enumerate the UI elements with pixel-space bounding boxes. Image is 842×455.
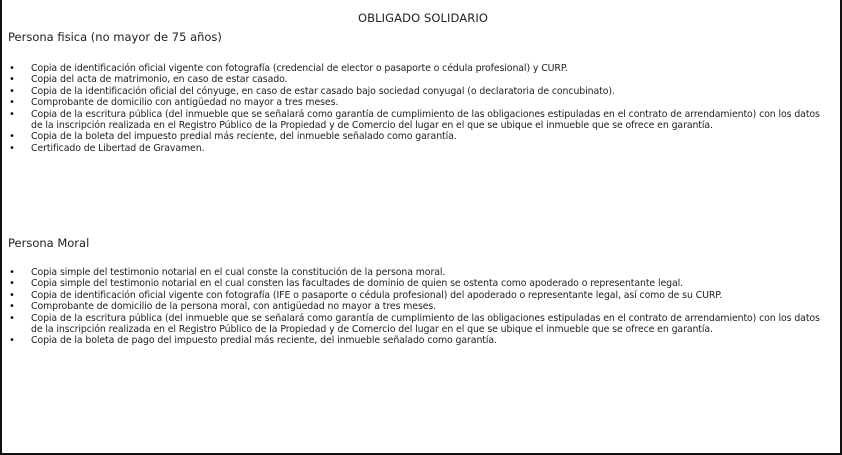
list-item: • Copia de identificación oficial vigente con fotografía (IFE o pasaporte o cédula profesional) del apoderado o representante legal, así como de su CURP. [9,290,831,301]
list-item: • Copia de la boleta de pago del impuesto predial más reciente, del inmueble señalado como garantía. [9,335,831,346]
list-item: • Copia simple del testimonio notarial en el cual conste la constitución de la persona moral. [9,267,831,278]
list-item: • Copia de la escritura pública (del inmueble que se señalará como garantía de cumplimiento de las obligaciones estipuladas en el contrato de arrendamiento) con los datos de la inscripción realizada en el Registro Público de la Propiedad y de Comercio del lugar en el que se ubique el inmueble que se ofrece en garantía. [9,109,831,132]
list-item: • Copia de identificación oficial vigente con fotografía (credencial de elector o pasaporte o cédula profesional) y CURP. [9,63,831,74]
list-item: • Copia de la boleta del impuesto predial más reciente, del inmueble señalado como garantía. [9,131,831,142]
section-heading-persona-fisica: Persona fisica (no mayor de 75 años) [8,30,222,44]
list-item: • Copia de la identificación oficial del cónyuge, en caso de estar casado bajo sociedad conyugal (o declaratoria de concubinato). [9,86,831,97]
list-item: • Copia simple del testimonio notarial en el cual consten las facultades de dominio de quien se ostenta como apoderado o representante legal. [9,278,831,289]
list-item: • Comprobante de domicilio con antigüedad no mayor a tres meses. [9,97,831,108]
document-title: OBLIGADO SOLIDARIO [358,11,488,25]
list-item: • Copia de la escritura pública (del inmueble que se señalará como garantía de cumplimiento de las obligaciones estipuladas en el contrato de arrendamiento) con los datos de la inscripción realizada en el Registro Público de la Propiedad y de Comercio del lugar en el que se ubique el inmueble que se ofrece en garantía. [9,313,831,336]
list-item: • Certificado de Libertad de Gravamen. [9,143,831,154]
section-heading-persona-moral: Persona Moral [8,236,90,250]
requirements-list-persona-fisica [9,63,831,154]
list-item: • Comprobante de domicilio de la persona moral, con antigüedad no mayor a tres meses. [9,301,831,312]
list-item: • Copia del acta de matrimonio, en caso de estar casado. [9,74,831,85]
requirements-list-persona-moral [9,267,831,347]
